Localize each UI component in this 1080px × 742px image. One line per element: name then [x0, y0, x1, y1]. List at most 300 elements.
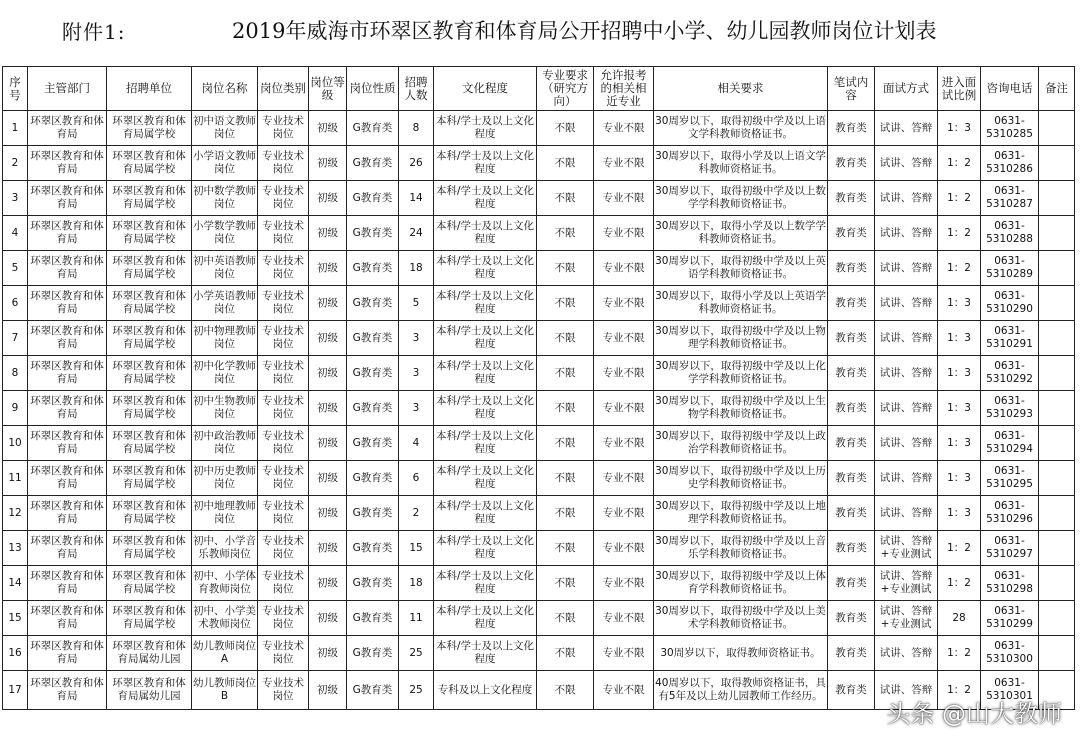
cell-post: 初中物理教师岗位	[192, 321, 258, 356]
cell-phone: 0631-5310300	[981, 636, 1039, 671]
cell-related: 专业不限	[594, 461, 654, 496]
cell-no: 5	[3, 251, 28, 286]
cell-requirements: 30周岁以下，取得小学及以上数学学科教师资格证书。	[654, 216, 828, 251]
cell-education: 本科/学士及以上文化程度	[434, 146, 537, 181]
cell-note	[1039, 601, 1075, 636]
cell-written: 教育类	[828, 146, 875, 181]
cell-unit: 环翠区教育和体育局属学校	[107, 216, 192, 251]
header-major: 专业要求（研究方向）	[537, 67, 594, 111]
cell-post: 初中数学教师岗位	[192, 181, 258, 216]
table-row	[3, 111, 1075, 146]
cell-major: 不限	[537, 391, 594, 426]
cell-unit: 环翠区教育和体育局属幼儿园	[107, 636, 192, 671]
cell-post: 初中地理教师岗位	[192, 496, 258, 531]
cell-interview: 试讲、答辩	[875, 181, 938, 216]
cell-no: 16	[3, 636, 28, 671]
cell-major: 不限	[537, 286, 594, 321]
cell-interview: 试讲、答辩	[875, 216, 938, 251]
table-row	[3, 251, 1075, 286]
cell-post-type: 专业技术岗位	[258, 531, 309, 566]
cell-interview: 试讲、答辩	[875, 356, 938, 391]
cell-ratio: 1：2	[938, 531, 981, 566]
cell-dept: 环翠区教育和体育局	[28, 391, 107, 426]
table-row	[3, 461, 1075, 496]
cell-related: 专业不限	[594, 321, 654, 356]
cell-written: 教育类	[828, 391, 875, 426]
cell-education: 本科/学士及以上文化程度	[434, 601, 537, 636]
header-post: 岗位名称	[192, 67, 258, 111]
cell-no: 6	[3, 286, 28, 321]
cell-no: 9	[3, 391, 28, 426]
cell-level: 初级	[309, 391, 347, 426]
header-related: 允许报考的相关相近专业	[594, 67, 654, 111]
cell-post-type: 专业技术岗位	[258, 356, 309, 391]
cell-unit: 环翠区教育和体育局属学校	[107, 111, 192, 146]
cell-interview: 试讲、答辩	[875, 321, 938, 356]
cell-no: 15	[3, 601, 28, 636]
cell-post-type: 专业技术岗位	[258, 181, 309, 216]
cell-education: 专科及以上文化程度	[434, 671, 537, 710]
cell-nature: G教育类	[347, 496, 399, 531]
cell-major: 不限	[537, 601, 594, 636]
table-row	[3, 216, 1075, 251]
cell-related: 专业不限	[594, 216, 654, 251]
cell-written: 教育类	[828, 216, 875, 251]
header-dept: 主管部门	[28, 67, 107, 111]
cell-post-type: 专业技术岗位	[258, 461, 309, 496]
cell-requirements: 30周岁以下，取得初级中学及以上音乐学科教师资格证书。	[654, 531, 828, 566]
cell-requirements: 30周岁以下，取得初级中学及以上数学学科教师资格证书。	[654, 181, 828, 216]
cell-phone: 0631-5310295	[981, 461, 1039, 496]
cell-count: 3	[399, 321, 434, 356]
cell-education: 本科/学士及以上文化程度	[434, 111, 537, 146]
table-row	[3, 566, 1075, 601]
cell-related: 专业不限	[594, 566, 654, 601]
cell-unit: 环翠区教育和体育局属学校	[107, 146, 192, 181]
cell-unit: 环翠区教育和体育局属学校	[107, 531, 192, 566]
cell-requirements: 30周岁以下，取得初级中学及以上英语学科教师资格证书。	[654, 251, 828, 286]
table-row	[3, 181, 1075, 216]
cell-nature: G教育类	[347, 531, 399, 566]
cell-nature: G教育类	[347, 566, 399, 601]
cell-post-type: 专业技术岗位	[258, 391, 309, 426]
cell-post-type: 专业技术岗位	[258, 111, 309, 146]
cell-ratio: 1：3	[938, 391, 981, 426]
cell-nature: G教育类	[347, 356, 399, 391]
cell-education: 本科/学士及以上文化程度	[434, 356, 537, 391]
cell-phone: 0631-5310296	[981, 496, 1039, 531]
cell-post-type: 专业技术岗位	[258, 636, 309, 671]
cell-interview: 试讲、答辩	[875, 671, 938, 710]
cell-note	[1039, 111, 1075, 146]
cell-count: 15	[399, 531, 434, 566]
cell-unit: 环翠区教育和体育局属学校	[107, 426, 192, 461]
cell-count: 3	[399, 391, 434, 426]
cell-related: 专业不限	[594, 426, 654, 461]
cell-requirements: 30周岁以下，取得初级中学及以上地理学科教师资格证书。	[654, 496, 828, 531]
cell-post-type: 专业技术岗位	[258, 566, 309, 601]
cell-level: 初级	[309, 286, 347, 321]
cell-phone: 0631-5310294	[981, 426, 1039, 461]
cell-related: 专业不限	[594, 181, 654, 216]
cell-interview: 试讲、答辩	[875, 426, 938, 461]
cell-post: 初中语文教师岗位	[192, 111, 258, 146]
cell-dept: 环翠区教育和体育局	[28, 601, 107, 636]
cell-ratio: 1：3	[938, 461, 981, 496]
cell-level: 初级	[309, 601, 347, 636]
cell-major: 不限	[537, 426, 594, 461]
table-row	[3, 146, 1075, 181]
cell-requirements: 30周岁以下，取得小学及以上语文学科教师资格证书。	[654, 146, 828, 181]
cell-count: 5	[399, 286, 434, 321]
cell-written: 教育类	[828, 531, 875, 566]
cell-written: 教育类	[828, 426, 875, 461]
cell-requirements: 30周岁以下，取得初级中学及以上体育学科教师资格证书。	[654, 566, 828, 601]
cell-dept: 环翠区教育和体育局	[28, 461, 107, 496]
header-phone: 咨询电话	[981, 67, 1039, 111]
cell-education: 本科/学士及以上文化程度	[434, 181, 537, 216]
cell-education: 本科/学士及以上文化程度	[434, 496, 537, 531]
cell-no: 3	[3, 181, 28, 216]
cell-count: 4	[399, 426, 434, 461]
cell-post-type: 专业技术岗位	[258, 146, 309, 181]
cell-education: 本科/学士及以上文化程度	[434, 321, 537, 356]
cell-requirements: 30周岁以下，取得小学及以上英语学科教师资格证书。	[654, 286, 828, 321]
cell-post-type: 专业技术岗位	[258, 216, 309, 251]
cell-education: 本科/学士及以上文化程度	[434, 426, 537, 461]
table-row	[3, 636, 1075, 671]
cell-phone: 0631-5310290	[981, 286, 1039, 321]
cell-post: 小学数学教师岗位	[192, 216, 258, 251]
cell-education: 本科/学士及以上文化程度	[434, 216, 537, 251]
cell-level: 初级	[309, 321, 347, 356]
cell-interview: 试讲、答辩	[875, 286, 938, 321]
cell-phone: 0631-5310291	[981, 321, 1039, 356]
cell-written: 教育类	[828, 601, 875, 636]
cell-written: 教育类	[828, 566, 875, 601]
cell-unit: 环翠区教育和体育局属学校	[107, 566, 192, 601]
cell-interview: 试讲、答辩	[875, 496, 938, 531]
cell-major: 不限	[537, 146, 594, 181]
cell-interview: 试讲、答辩	[875, 146, 938, 181]
cell-no: 2	[3, 146, 28, 181]
cell-no: 1	[3, 111, 28, 146]
cell-no: 4	[3, 216, 28, 251]
cell-ratio: 1：3	[938, 356, 981, 391]
cell-dept: 环翠区教育和体育局	[28, 111, 107, 146]
cell-count: 14	[399, 181, 434, 216]
cell-level: 初级	[309, 111, 347, 146]
cell-count: 3	[399, 356, 434, 391]
cell-post-type: 专业技术岗位	[258, 601, 309, 636]
cell-written: 教育类	[828, 181, 875, 216]
cell-phone: 0631-5310293	[981, 391, 1039, 426]
cell-major: 不限	[537, 216, 594, 251]
cell-level: 初级	[309, 671, 347, 710]
cell-written: 教育类	[828, 461, 875, 496]
header-ratio: 进入面试比例	[938, 67, 981, 111]
cell-ratio: 1：3	[938, 426, 981, 461]
cell-level: 初级	[309, 146, 347, 181]
cell-interview: 试讲、答辩	[875, 461, 938, 496]
cell-level: 初级	[309, 181, 347, 216]
cell-level: 初级	[309, 356, 347, 391]
cell-related: 专业不限	[594, 146, 654, 181]
cell-requirements: 30周岁以下，取得教师资格证书。	[654, 636, 828, 671]
cell-count: 11	[399, 601, 434, 636]
cell-post: 初中生物教师岗位	[192, 391, 258, 426]
cell-note	[1039, 636, 1075, 671]
cell-related: 专业不限	[594, 496, 654, 531]
cell-written: 教育类	[828, 636, 875, 671]
cell-nature: G教育类	[347, 636, 399, 671]
cell-post: 初中政治教师岗位	[192, 426, 258, 461]
cell-phone: 0631-5310286	[981, 146, 1039, 181]
cell-nature: G教育类	[347, 601, 399, 636]
cell-written: 教育类	[828, 111, 875, 146]
cell-level: 初级	[309, 426, 347, 461]
cell-requirements: 40周岁以下，取得教师资格证书，具有5年及以上幼儿园教师工作经历。	[654, 671, 828, 710]
cell-dept: 环翠区教育和体育局	[28, 566, 107, 601]
cell-note	[1039, 461, 1075, 496]
cell-no: 10	[3, 426, 28, 461]
cell-level: 初级	[309, 461, 347, 496]
cell-post: 初中英语教师岗位	[192, 251, 258, 286]
cell-education: 本科/学士及以上文化程度	[434, 251, 537, 286]
cell-related: 专业不限	[594, 286, 654, 321]
header-nature: 岗位性质	[347, 67, 399, 111]
cell-dept: 环翠区教育和体育局	[28, 251, 107, 286]
cell-nature: G教育类	[347, 426, 399, 461]
cell-post: 幼儿教师岗位B	[192, 671, 258, 710]
cell-education: 本科/学士及以上文化程度	[434, 531, 537, 566]
cell-phone: 0631-5310292	[981, 356, 1039, 391]
cell-major: 不限	[537, 111, 594, 146]
cell-dept: 环翠区教育和体育局	[28, 531, 107, 566]
cell-interview: 试讲、答辩	[875, 636, 938, 671]
cell-education: 本科/学士及以上文化程度	[434, 566, 537, 601]
document-title: 2019年威海市环翠区教育和体育局公开招聘中小学、幼儿园教师岗位计划表	[232, 19, 937, 43]
cell-post-type: 专业技术岗位	[258, 321, 309, 356]
cell-education: 本科/学士及以上文化程度	[434, 286, 537, 321]
cell-ratio: 1：2	[938, 181, 981, 216]
cell-written: 教育类	[828, 496, 875, 531]
table-row	[3, 426, 1075, 461]
cell-level: 初级	[309, 216, 347, 251]
cell-major: 不限	[537, 181, 594, 216]
cell-phone: 0631-5310297	[981, 531, 1039, 566]
cell-unit: 环翠区教育和体育局属学校	[107, 356, 192, 391]
cell-education: 本科/学士及以上文化程度	[434, 636, 537, 671]
header-note: 备注	[1039, 67, 1075, 111]
cell-note	[1039, 356, 1075, 391]
cell-no: 7	[3, 321, 28, 356]
cell-note	[1039, 286, 1075, 321]
cell-education: 本科/学士及以上文化程度	[434, 391, 537, 426]
cell-note	[1039, 216, 1075, 251]
cell-note	[1039, 426, 1075, 461]
cell-note	[1039, 181, 1075, 216]
header-interview: 面试方式	[875, 67, 938, 111]
cell-ratio: 1：2	[938, 566, 981, 601]
cell-dept: 环翠区教育和体育局	[28, 321, 107, 356]
cell-written: 教育类	[828, 356, 875, 391]
cell-interview: 试讲、答辩+专业测试	[875, 601, 938, 636]
cell-interview: 试讲、答辩+专业测试	[875, 566, 938, 601]
cell-post-type: 专业技术岗位	[258, 251, 309, 286]
cell-post-type: 专业技术岗位	[258, 496, 309, 531]
cell-interview: 试讲、答辩	[875, 111, 938, 146]
cell-note	[1039, 146, 1075, 181]
cell-ratio: 1：3	[938, 496, 981, 531]
cell-unit: 环翠区教育和体育局属学校	[107, 601, 192, 636]
cell-nature: G教育类	[347, 391, 399, 426]
cell-related: 专业不限	[594, 356, 654, 391]
header-unit: 招聘单位	[107, 67, 192, 111]
cell-dept: 环翠区教育和体育局	[28, 426, 107, 461]
cell-level: 初级	[309, 251, 347, 286]
cell-ratio: 1：3	[938, 321, 981, 356]
cell-related: 专业不限	[594, 636, 654, 671]
cell-major: 不限	[537, 356, 594, 391]
cell-major: 不限	[537, 461, 594, 496]
cell-major: 不限	[537, 251, 594, 286]
cell-no: 14	[3, 566, 28, 601]
header-education: 文化程度	[434, 67, 537, 111]
cell-nature: G教育类	[347, 251, 399, 286]
cell-level: 初级	[309, 496, 347, 531]
cell-education: 本科/学士及以上文化程度	[434, 461, 537, 496]
cell-ratio: 1：3	[938, 111, 981, 146]
cell-post-type: 专业技术岗位	[258, 671, 309, 710]
cell-ratio: 1：2	[938, 146, 981, 181]
cell-nature: G教育类	[347, 671, 399, 710]
cell-post: 初中、小学美术教师岗位	[192, 601, 258, 636]
cell-dept: 环翠区教育和体育局	[28, 216, 107, 251]
cell-requirements: 30周岁以下，取得初级中学及以上化学学科教师资格证书。	[654, 356, 828, 391]
cell-count: 26	[399, 146, 434, 181]
watermark: 头条 @山大教师	[886, 700, 1062, 728]
cell-related: 专业不限	[594, 111, 654, 146]
cell-ratio: 28	[938, 601, 981, 636]
table-row	[3, 391, 1075, 426]
cell-requirements: 30周岁以下，取得初级中学及以上生物学科教师资格证书。	[654, 391, 828, 426]
cell-major: 不限	[537, 636, 594, 671]
cell-interview: 试讲、答辩+专业测试	[875, 531, 938, 566]
cell-written: 教育类	[828, 671, 875, 710]
table-row	[3, 286, 1075, 321]
table-row	[3, 496, 1075, 531]
cell-nature: G教育类	[347, 286, 399, 321]
cell-count: 6	[399, 461, 434, 496]
cell-level: 初级	[309, 531, 347, 566]
cell-post: 初中、小学体育教师岗位	[192, 566, 258, 601]
cell-post: 小学英语教师岗位	[192, 286, 258, 321]
cell-post: 初中、小学音乐教师岗位	[192, 531, 258, 566]
cell-post: 幼儿教师岗位A	[192, 636, 258, 671]
cell-phone: 0631-5310299	[981, 601, 1039, 636]
cell-level: 初级	[309, 636, 347, 671]
header-requirements: 相关要求	[654, 67, 828, 111]
cell-nature: G教育类	[347, 111, 399, 146]
cell-written: 教育类	[828, 321, 875, 356]
cell-no: 13	[3, 531, 28, 566]
cell-post: 小学语文教师岗位	[192, 146, 258, 181]
cell-interview: 试讲、答辩	[875, 251, 938, 286]
cell-ratio: 1：2	[938, 251, 981, 286]
cell-phone: 0631-5310301	[981, 671, 1039, 710]
cell-dept: 环翠区教育和体育局	[28, 496, 107, 531]
cell-dept: 环翠区教育和体育局	[28, 181, 107, 216]
cell-unit: 环翠区教育和体育局属学校	[107, 321, 192, 356]
cell-unit: 环翠区教育和体育局属学校	[107, 391, 192, 426]
cell-note	[1039, 496, 1075, 531]
cell-dept: 环翠区教育和体育局	[28, 286, 107, 321]
cell-count: 2	[399, 496, 434, 531]
table-row	[3, 601, 1075, 636]
cell-note	[1039, 391, 1075, 426]
cell-count: 18	[399, 251, 434, 286]
cell-ratio: 1：2	[938, 216, 981, 251]
header-written: 笔试内容	[828, 67, 875, 111]
cell-count: 18	[399, 566, 434, 601]
cell-count: 25	[399, 636, 434, 671]
cell-dept: 环翠区教育和体育局	[28, 636, 107, 671]
cell-ratio: 1：2	[938, 671, 981, 710]
cell-post-type: 专业技术岗位	[258, 286, 309, 321]
cell-requirements: 30周岁以下，取得初级中学及以上物理学科教师资格证书。	[654, 321, 828, 356]
cell-no: 17	[3, 671, 28, 710]
cell-ratio: 1：2	[938, 636, 981, 671]
cell-note	[1039, 566, 1075, 601]
annex-label: 附件1:	[62, 20, 126, 44]
cell-major: 不限	[537, 566, 594, 601]
cell-interview: 试讲、答辩	[875, 391, 938, 426]
header-post-type: 岗位类别	[258, 67, 309, 111]
cell-nature: G教育类	[347, 181, 399, 216]
cell-note	[1039, 531, 1075, 566]
cell-unit: 环翠区教育和体育局属学校	[107, 181, 192, 216]
cell-requirements: 30周岁以下，取得初级中学及以上语文学科教师资格证书。	[654, 111, 828, 146]
cell-dept: 环翠区教育和体育局	[28, 671, 107, 710]
recruitment-plan-table	[2, 66, 1075, 710]
cell-nature: G教育类	[347, 216, 399, 251]
cell-phone: 0631-5310288	[981, 216, 1039, 251]
cell-major: 不限	[537, 671, 594, 710]
cell-written: 教育类	[828, 251, 875, 286]
header-no: 序号	[3, 67, 28, 111]
cell-count: 25	[399, 671, 434, 710]
cell-no: 11	[3, 461, 28, 496]
table-row	[3, 531, 1075, 566]
cell-nature: G教育类	[347, 321, 399, 356]
header-level: 岗位等级	[309, 67, 347, 111]
cell-major: 不限	[537, 321, 594, 356]
cell-written: 教育类	[828, 286, 875, 321]
cell-note	[1039, 321, 1075, 356]
cell-phone: 0631-5310289	[981, 251, 1039, 286]
table-row	[3, 321, 1075, 356]
cell-dept: 环翠区教育和体育局	[28, 356, 107, 391]
cell-count: 8	[399, 111, 434, 146]
cell-unit: 环翠区教育和体育局属学校	[107, 251, 192, 286]
cell-nature: G教育类	[347, 146, 399, 181]
cell-requirements: 30周岁以下，取得初级中学及以上政治学科教师资格证书。	[654, 426, 828, 461]
cell-unit: 环翠区教育和体育局属幼儿园	[107, 671, 192, 710]
cell-post: 初中历史教师岗位	[192, 461, 258, 496]
header-count: 招聘人数	[399, 67, 434, 111]
cell-phone: 0631-5310298	[981, 566, 1039, 601]
